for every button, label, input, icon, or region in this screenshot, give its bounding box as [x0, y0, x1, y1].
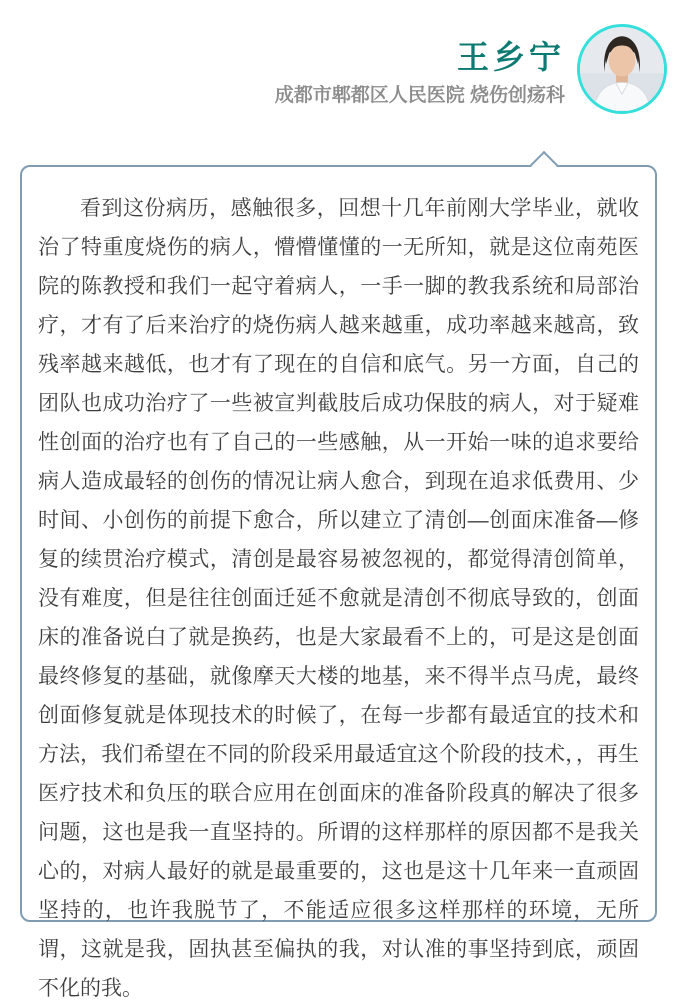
profile-name: 王乡宁	[456, 39, 565, 75]
avatar[interactable]	[577, 24, 667, 114]
doctor-portrait-image	[580, 27, 664, 111]
profile-affiliation: 成都市郫都区人民医院 烧伤创疡科	[274, 85, 565, 106]
comment-bubble	[20, 165, 657, 1000]
comment-text: 看到这份病历，感触很多，回想十几年前刚大学毕业，就收治了特重度烧伤的病人，懵懵懂懂的一无所知，就是这位南苑医院的陈教授和我们一起守着病人，一手一脚的教我系统和局部治疗，才有了后来治疗的烧伤病人越来越重，成功率越来越高，致残率越来越低，也才有了现在的自信和底气。另一方面，自己的团队也成功治疗了一些被宣判截肢后成功保肢的病人，对于疑难性创面的治疗也有了自己的一些感触，从一开始一味的追求要给病人造成最轻的创伤的情况让病人愈合，到现在追求低费用、少时间、小创伤的前提下愈合，所以建立了清创—创面床准备—修复的续贯治疗模式，清创是最容易被忽视的，都觉得清创简单，没有难度，但是往往创面迁延不愈就是清创不彻底导致的，创面床的准备说白了就是换药，也是大家最看不上的，可是这是创面最终修复的基础，就像摩天大楼的地基，来不得半点马虎，最终创面修复就是体现技术的时候了，在每一步都有最适宜的技术和方法，我们希望在不同的阶段采用最适宜这个阶段的技术，，再生医疗技术和负压的联合应用在创面床的准备阶段真的解决了很多问题，这也是我一直坚持的。所谓的这样那样的原因都不是我关心的，对病人最好的就是最重要的，这也是这十几年来一直顽固坚持的，也许我脱节了，不能适应很多这样那样的环境，无所谓，这就是我，固执甚至偏执的我，对认准的事坚持到底，顽固不化的我。	[38, 197, 639, 1000]
